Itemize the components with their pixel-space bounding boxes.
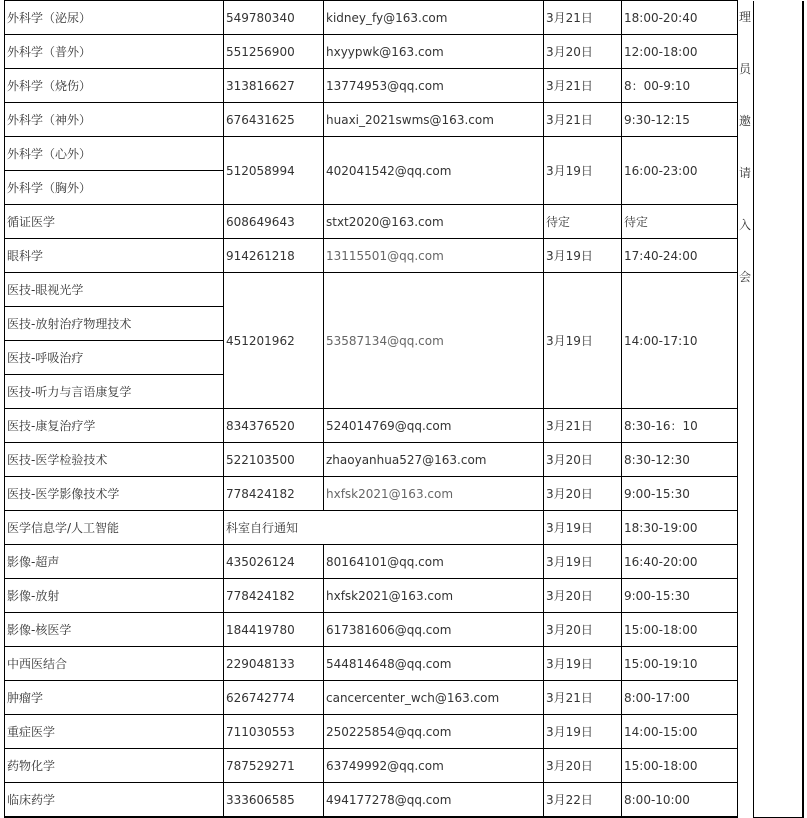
qq-cell: 778424182 bbox=[224, 477, 324, 511]
email-cell: 13115501@qq.com bbox=[324, 239, 544, 273]
qq-cell: 549780340 bbox=[224, 1, 324, 35]
table-row bbox=[5, 715, 803, 749]
table-row bbox=[5, 1, 803, 35]
time-cell: 14:00-17:10 bbox=[622, 273, 738, 409]
qq-cell: 914261218 bbox=[224, 239, 324, 273]
time-cell: 17:40-24:00 bbox=[622, 239, 738, 273]
date-cell: 3月19日 bbox=[544, 545, 622, 579]
table-row bbox=[5, 749, 803, 783]
email-cell: stxt2020@163.com bbox=[324, 205, 544, 239]
time-cell: 8:30-16：10 bbox=[622, 409, 738, 443]
dept-cell: 外科学（普外） bbox=[5, 35, 224, 69]
time-cell: 15:00-18:00 bbox=[622, 749, 738, 783]
side-note-char: 理 bbox=[739, 9, 752, 24]
date-cell: 3月19日 bbox=[544, 511, 622, 545]
email-cell: 63749992@qq.com bbox=[324, 749, 544, 783]
date-cell: 3月21日 bbox=[544, 409, 622, 443]
dept-cell: 影像-放射 bbox=[5, 579, 224, 613]
qq-cell: 512058994 bbox=[224, 137, 324, 205]
dept-cell: 外科学（胸外） bbox=[5, 171, 224, 205]
time-cell: 9:00-15:30 bbox=[622, 477, 738, 511]
dept-cell: 中西医结合 bbox=[5, 647, 224, 681]
schedule-table bbox=[4, 0, 804, 818]
dept-cell: 重症医学 bbox=[5, 715, 224, 749]
dept-cell: 药物化学 bbox=[5, 749, 224, 783]
time-cell: 待定 bbox=[622, 205, 738, 239]
qq-cell: 608649643 bbox=[224, 205, 324, 239]
table-row bbox=[5, 681, 803, 715]
qq-cell: 522103500 bbox=[224, 443, 324, 477]
side-note-char: 入 bbox=[739, 217, 752, 232]
time-cell: 14:00-15:00 bbox=[622, 715, 738, 749]
dept-cell: 外科学（心外） bbox=[5, 137, 224, 171]
table-row bbox=[5, 103, 803, 137]
qq-cell: 435026124 bbox=[224, 545, 324, 579]
blank-column bbox=[754, 1, 803, 818]
date-cell: 3月20日 bbox=[544, 477, 622, 511]
side-note bbox=[738, 1, 754, 818]
qq-cell: 778424182 bbox=[224, 579, 324, 613]
email-cell: 13774953@qq.com bbox=[324, 69, 544, 103]
email-cell: 402041542@qq.com bbox=[324, 137, 544, 205]
dept-cell: 医技-医学影像技术学 bbox=[5, 477, 224, 511]
qq-cell: 676431625 bbox=[224, 103, 324, 137]
table-row bbox=[5, 545, 803, 579]
date-cell: 3月21日 bbox=[544, 681, 622, 715]
time-cell: 8：00-9:10 bbox=[622, 69, 738, 103]
table-row bbox=[5, 783, 803, 818]
email-cell: huaxi_2021swms@163.com bbox=[324, 103, 544, 137]
dept-cell: 医技-放射治疗物理技术 bbox=[5, 307, 224, 341]
side-note-char: 会 bbox=[739, 269, 752, 284]
qq-cell: 711030553 bbox=[224, 715, 324, 749]
date-cell: 3月20日 bbox=[544, 749, 622, 783]
dept-cell: 眼科学 bbox=[5, 239, 224, 273]
table-row bbox=[5, 239, 803, 273]
email-cell: 53587134@qq.com bbox=[324, 273, 544, 409]
table-row bbox=[5, 477, 803, 511]
date-cell: 待定 bbox=[544, 205, 622, 239]
dept-cell: 临床药学 bbox=[5, 783, 224, 818]
date-cell: 3月20日 bbox=[544, 579, 622, 613]
date-cell: 3月20日 bbox=[544, 613, 622, 647]
time-cell: 9:00-15:30 bbox=[622, 579, 738, 613]
time-cell: 12:00-18:00 bbox=[622, 35, 738, 69]
email-cell: hxfsk2021@163.com bbox=[324, 477, 544, 511]
dept-cell: 医技-康复治疗学 bbox=[5, 409, 224, 443]
qq-cell: 229048133 bbox=[224, 647, 324, 681]
date-cell: 3月19日 bbox=[544, 273, 622, 409]
email-cell: hxyypwk@163.com bbox=[324, 35, 544, 69]
time-cell: 8:30-12:30 bbox=[622, 443, 738, 477]
date-cell: 3月19日 bbox=[544, 647, 622, 681]
qq-cell: 184419780 bbox=[224, 613, 324, 647]
date-cell: 3月19日 bbox=[544, 715, 622, 749]
time-cell: 16:00-23:00 bbox=[622, 137, 738, 205]
side-note-char: 员 bbox=[739, 61, 752, 76]
table-row bbox=[5, 35, 803, 69]
date-cell: 3月19日 bbox=[544, 137, 622, 205]
dept-cell: 外科学（神外） bbox=[5, 103, 224, 137]
qq-cell: 551256900 bbox=[224, 35, 324, 69]
dept-cell: 医技-医学检验技术 bbox=[5, 443, 224, 477]
time-cell: 9:30-12:15 bbox=[622, 103, 738, 137]
side-note-char: 邀 bbox=[739, 113, 752, 128]
dept-cell: 外科学（烧伤） bbox=[5, 69, 224, 103]
table-row bbox=[5, 137, 803, 171]
time-cell: 18:30-19:00 bbox=[622, 511, 738, 545]
time-cell: 8:00-17:00 bbox=[622, 681, 738, 715]
date-cell: 3月21日 bbox=[544, 103, 622, 137]
date-cell: 3月21日 bbox=[544, 1, 622, 35]
dept-cell: 影像-超声 bbox=[5, 545, 224, 579]
email-cell: 250225854@qq.com bbox=[324, 715, 544, 749]
email-cell: 80164101@qq.com bbox=[324, 545, 544, 579]
table-row bbox=[5, 443, 803, 477]
email-cell: 544814648@qq.com bbox=[324, 647, 544, 681]
table-row bbox=[5, 579, 803, 613]
time-cell: 15:00-18:00 bbox=[622, 613, 738, 647]
table-row bbox=[5, 273, 803, 307]
dept-cell: 循证医学 bbox=[5, 205, 224, 239]
table-row bbox=[5, 647, 803, 681]
date-cell: 3月19日 bbox=[544, 239, 622, 273]
date-cell: 3月21日 bbox=[544, 69, 622, 103]
table-row bbox=[5, 409, 803, 443]
email-cell: hxfsk2021@163.com bbox=[324, 579, 544, 613]
dept-cell: 肿瘤学 bbox=[5, 681, 224, 715]
qq-cell: 787529271 bbox=[224, 749, 324, 783]
date-cell: 3月22日 bbox=[544, 783, 622, 818]
table-row bbox=[5, 205, 803, 239]
dept-cell: 医学信息学/人工智能 bbox=[5, 511, 224, 545]
table-row bbox=[5, 69, 803, 103]
dept-cell: 医技-眼视光学 bbox=[5, 273, 224, 307]
qq-cell: 333606585 bbox=[224, 783, 324, 818]
table-row bbox=[5, 511, 803, 545]
email-cell: 617381606@qq.com bbox=[324, 613, 544, 647]
dept-cell: 影像-核医学 bbox=[5, 613, 224, 647]
qq-cell: 451201962 bbox=[224, 273, 324, 409]
email-cell: kidney_fy@163.com bbox=[324, 1, 544, 35]
side-note-char: 请 bbox=[739, 165, 752, 180]
notice-cell: 科室自行通知 bbox=[224, 511, 544, 545]
email-cell: 524014769@qq.com bbox=[324, 409, 544, 443]
dept-cell: 外科学（泌尿） bbox=[5, 1, 224, 35]
table-row bbox=[5, 613, 803, 647]
dept-cell: 医技-听力与言语康复学 bbox=[5, 375, 224, 409]
date-cell: 3月20日 bbox=[544, 35, 622, 69]
qq-cell: 626742774 bbox=[224, 681, 324, 715]
date-cell: 3月20日 bbox=[544, 443, 622, 477]
time-cell: 15:00-19:10 bbox=[622, 647, 738, 681]
qq-cell: 313816627 bbox=[224, 69, 324, 103]
email-cell: zhaoyanhua527@163.com bbox=[324, 443, 544, 477]
time-cell: 16:40-20:00 bbox=[622, 545, 738, 579]
time-cell: 8:00-10:00 bbox=[622, 783, 738, 818]
email-cell: cancercenter_wch@163.com bbox=[324, 681, 544, 715]
qq-cell: 834376520 bbox=[224, 409, 324, 443]
dept-cell: 医技-呼吸治疗 bbox=[5, 341, 224, 375]
time-cell: 18:00-20:40 bbox=[622, 1, 738, 35]
email-cell: 494177278@qq.com bbox=[324, 783, 544, 818]
